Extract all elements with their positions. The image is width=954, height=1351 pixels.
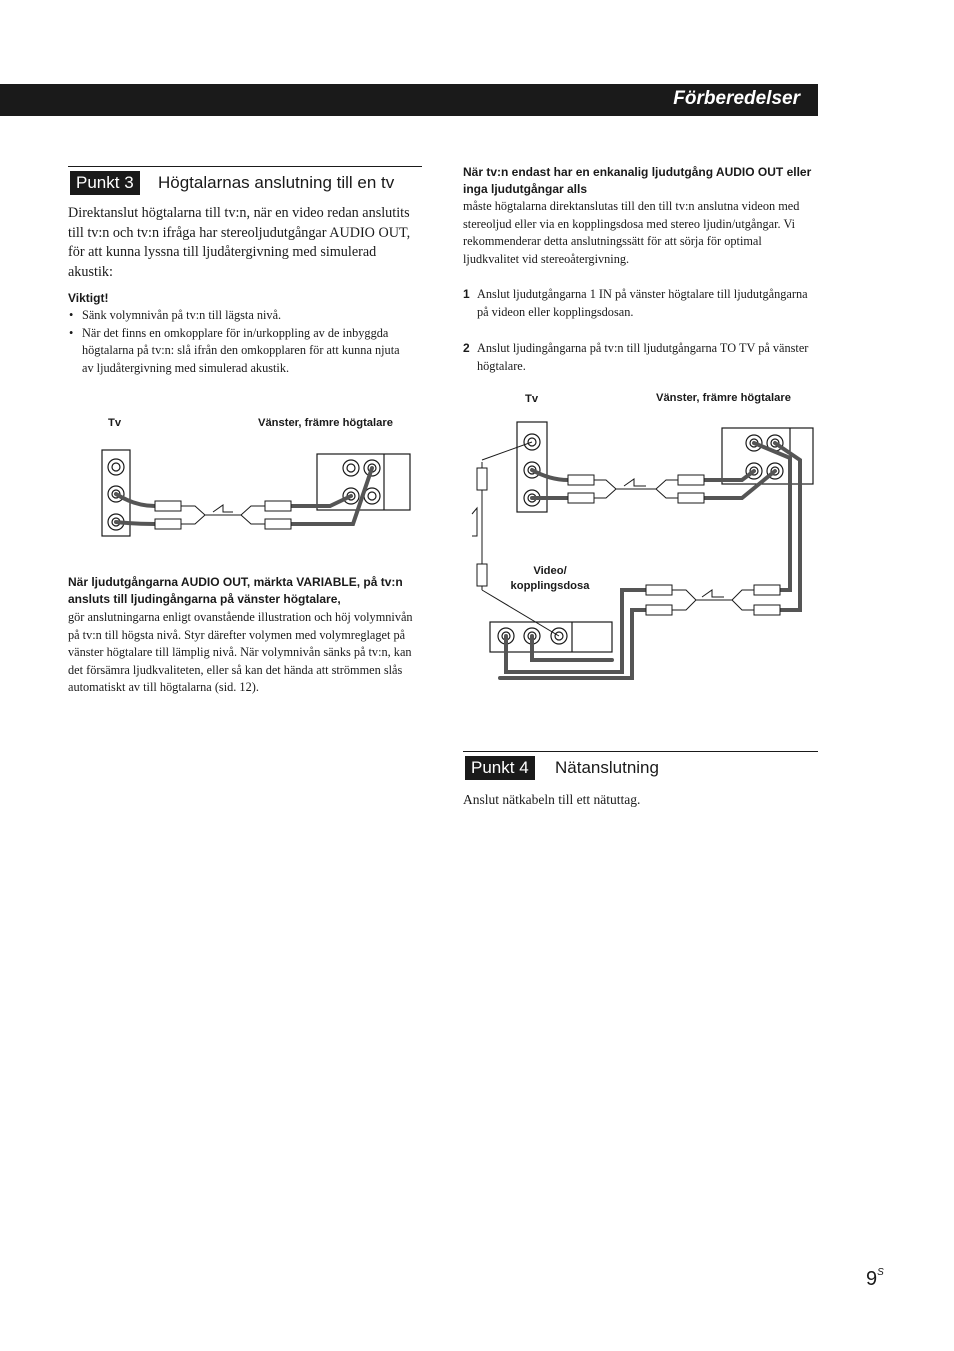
video-label-line2: kopplingsdosa [510,580,590,592]
diagram2-tv-label: Tv [525,393,539,405]
tv-speaker-connection-diagram [95,436,420,546]
important-label: Viktigt! [68,291,109,305]
mono-heading: När tv:n endast har en enkanalig ljudutgång AUDIO OUT eller inga ljudutgångar alls [463,165,812,196]
list-item: • När det finns en omkopplare för in/urkoppling av de inbyggda högtalarna på tv:n: slå ifrån den omkopplaren för att kunna njuta av ljudåtergivning med simulerad akustik. [68,325,413,378]
video-label-line1: Video/ [533,565,567,577]
page-number-value: 9 [866,1268,878,1290]
step-number: 2 [463,341,470,355]
punkt4-title: Nätanslutning [555,758,659,777]
step-text: Anslut ljudingångarna på tv:n till ljudutgångarna TO TV på vänster högtalare. [477,341,809,373]
punkt3-badge: Punkt 3 [70,171,140,195]
variable-heading: När ljudutgångarna AUDIO OUT, märkta VARIABLE, på tv:n ansluts till ljudingångarna på vänster högtalare, [68,575,403,606]
step-1 [463,286,818,322]
diagram1-speaker-label: Vänster, främre högtalare [258,417,393,429]
diagram2-speaker-label: Vänster, främre högtalare [656,392,791,404]
mono-text: måste högtalarna direktanslutas till den till tv:n anslutna videon med stereoljud eller via en kopplingsdosa med stereo ljudin/utgångar. Vi rekommenderar detta anslutningssätt för att sörja för optimal ljudkvalitet vid stereoåtergivning. [463,199,800,266]
section-header-bar [0,84,818,116]
section-header-title: Förberedelser [673,88,800,109]
step-text: Anslut ljudutgångarna 1 IN på vänster högtalare till ljudutgångarna på videon eller kopplingsdosan. [477,287,808,319]
punkt4-heading [463,751,818,782]
page-number-suffix: S [877,1267,884,1278]
punkt3-heading [68,166,422,197]
punkt4-badge: Punkt 4 [465,756,535,780]
punkt3-title: Högtalarnas anslutning till en tv [158,173,395,192]
video-tv-speaker-connection-diagram [460,410,820,685]
punkt4-text: Anslut nätkabeln till ett nätuttag. [463,792,641,807]
punkt3-intro: Direktanslut högtalarna till tv:n, när en video redan anslutits till tv:n och tv:n ifråga har stereoljudutgångar AUDIO OUT, för att kunna lyssna till ljudåtergivning med simulerad akustik: [68,205,411,280]
variable-text: gör anslutningarna enligt ovanstående illustration och höj volymnivån på tv:n till högsta nivå. Styr därefter volymen med volymreglaget på vänster högtalare till lämplig nivå. När volymnivån sänks på tv:n, kan det försämra ljudkvaliteten, eller så kan det hända att strömmen slås automatiskt av till högtalarna (sid. 12). [68,610,413,694]
important-list [68,307,413,377]
diagram1-tv-label: Tv [108,417,122,429]
step-number: 1 [463,287,470,301]
page-number [866,1267,884,1291]
list-item: • Sänk volymnivån på tv:n till lägsta nivå. [68,307,413,325]
step-2 [463,340,818,376]
